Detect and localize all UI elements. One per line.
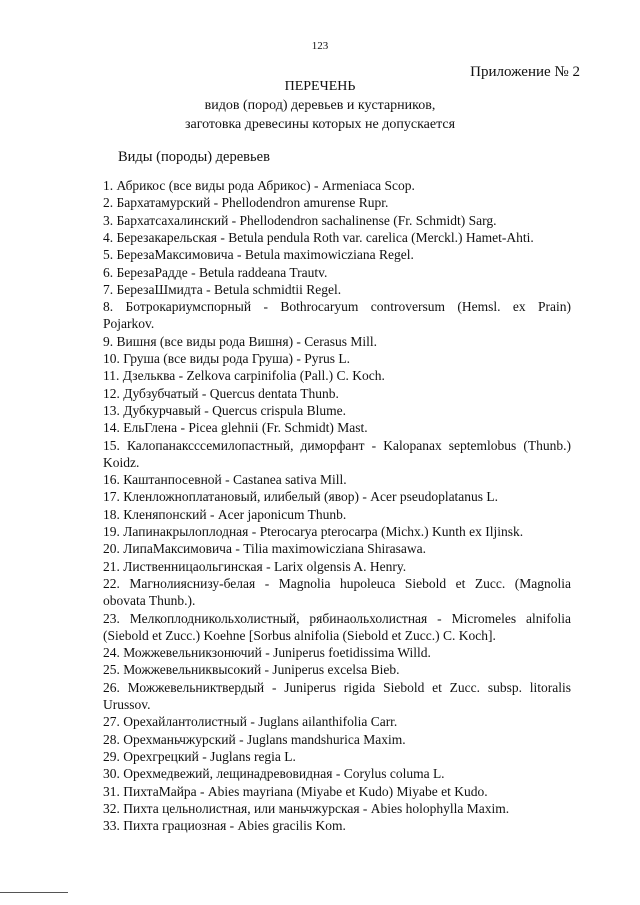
list-line: 3. Бархатсахалинский - Phellodendron sachalinense (Fr. Schmidt) Sarg. bbox=[103, 212, 497, 228]
list-line: Pojarkov. bbox=[103, 316, 155, 332]
list-line: 10. Груша (все виды рода Груша) - Pyrus L. bbox=[103, 351, 351, 366]
list-line: 12. Дубзубчатый - Quercus dentata Thunb. bbox=[103, 385, 339, 401]
list-line: 26. Можжевельниктвердый - Juniperus rigida Siebold et Zucc. subsp. litoralis bbox=[103, 679, 571, 695]
section-heading: Виды (породы) деревьев bbox=[118, 149, 270, 165]
list-line: 32. Пихта цельнолистная, или маньчжурская - Abies holophylla Maxim. bbox=[103, 800, 510, 816]
appendix-label: Приложение № 2 bbox=[470, 64, 580, 80]
list-subtitle-line-1: видов (пород) деревьев и кустарников, bbox=[204, 98, 436, 113]
footer-divider bbox=[0, 892, 68, 893]
list-line: 29. Орехгрецкий - Juglans regia L. bbox=[103, 748, 296, 764]
list-line: 2. Бархатамурский - Phellodendron amurense Rupr. bbox=[103, 195, 389, 211]
page-number: 123 bbox=[311, 40, 329, 52]
list-line: (Siebold et Zucc.) Koehne [Sorbus alnifolia (Siebold et Zucc.) C. Koch]. bbox=[103, 627, 496, 643]
list-line: 28. Орехманьчжурский - Juglans mandshurica Maxim. bbox=[103, 731, 406, 747]
list-line: 8. Ботрокариумспорный - Bothrocaryum controversum (Hemsl. ex Prain) bbox=[103, 299, 571, 315]
list-line: 15. Калопанаксссемилопастный, диморфант - Kalopanax septemlobus (Thunb.) bbox=[103, 437, 571, 453]
list-line: 6. БерезаРадде - Betula raddeana Trautv. bbox=[103, 264, 328, 280]
list-line: 5. БерезаМаксимовича - Betula maximowicziana Regel. bbox=[103, 247, 414, 263]
list-line: 18. Кленяпонский - Acer japonicum Thunb. bbox=[103, 506, 347, 522]
list-line: 11. Дзельква - Zelkova carpinifolia (Pall.) C. Koch. bbox=[103, 368, 385, 384]
list-subtitle-line-2: заготовка древесины которых не допускается bbox=[184, 117, 456, 132]
list-line: 14. ЕльГлена - Picea glehnii (Fr. Schmidt) Mast. bbox=[103, 420, 368, 436]
list-line: 13. Дубкурчавый - Quercus crispula Blume. bbox=[103, 402, 346, 418]
list-line: 7. БерезаШмидта - Betula schmidtii Regel. bbox=[103, 281, 342, 297]
list-line: 24. Можжевельникзонючий - Juniperus foetidissima Willd. bbox=[103, 645, 431, 661]
list-line: 16. Каштанпосевной - Castanea sativa Mill. bbox=[103, 472, 347, 488]
list-line: 9. Вишня (все виды рода Вишня) - Cerasus Mill. bbox=[103, 333, 378, 349]
list-line: Koidz. bbox=[103, 454, 140, 470]
list-line: Urussov. bbox=[103, 697, 151, 712]
list-line: 30. Орехмедвежий, лещинадревовидная - Corylus columa L. bbox=[103, 766, 445, 782]
list-line: 19. Лапинакрылоплодная - Pterocarya pterocarpa (Michx.) Kunth ex Iljinsk. bbox=[103, 524, 524, 539]
list-line: 20. ЛипаМаксимовича - Tilia maximowicziana Shirasawa. bbox=[103, 541, 427, 557]
list-line: 22. Магнолияснизу-белая - Magnolia hupoleuca Siebold et Zucc. (Magnolia bbox=[103, 575, 571, 591]
list-line: 1. Абрикос (все виды рода Абрикос) - Armeniaca Scop. bbox=[103, 178, 415, 193]
list-title: ПЕРЕЧЕНЬ bbox=[284, 79, 356, 94]
list-line: 27. Орехайлантолистный - Juglans ailanthifolia Carr. bbox=[103, 714, 398, 730]
list-line: obovata Thunb.). bbox=[103, 593, 196, 609]
list-line: 21. Лиственницаольгинская - Larix olgensis A. Henry. bbox=[103, 558, 407, 574]
list-line: 17. Кленложноплатановый, илибелый (явор) - Acer pseudoplatanus L. bbox=[103, 489, 499, 505]
list-line: 4. Березакарельская - Betula pendula Roth var. carelica (Merckl.) Hamet-Ahti. bbox=[103, 229, 534, 245]
list-line: 23. Мелкоплодникольхолистный, рябинаольхолистная - Micromeles alnifolia bbox=[103, 610, 571, 626]
list-line: 33. Пихта грациозная - Abies gracilis Kom. bbox=[103, 818, 346, 834]
list-line: 25. Можжевельниквысокий - Juniperus excelsa Bieb. bbox=[103, 662, 400, 678]
list-line: 31. ПихтаМайра - Abies mayriana (Miyabe et Kudo) Miyabe et Kudo. bbox=[103, 783, 488, 799]
